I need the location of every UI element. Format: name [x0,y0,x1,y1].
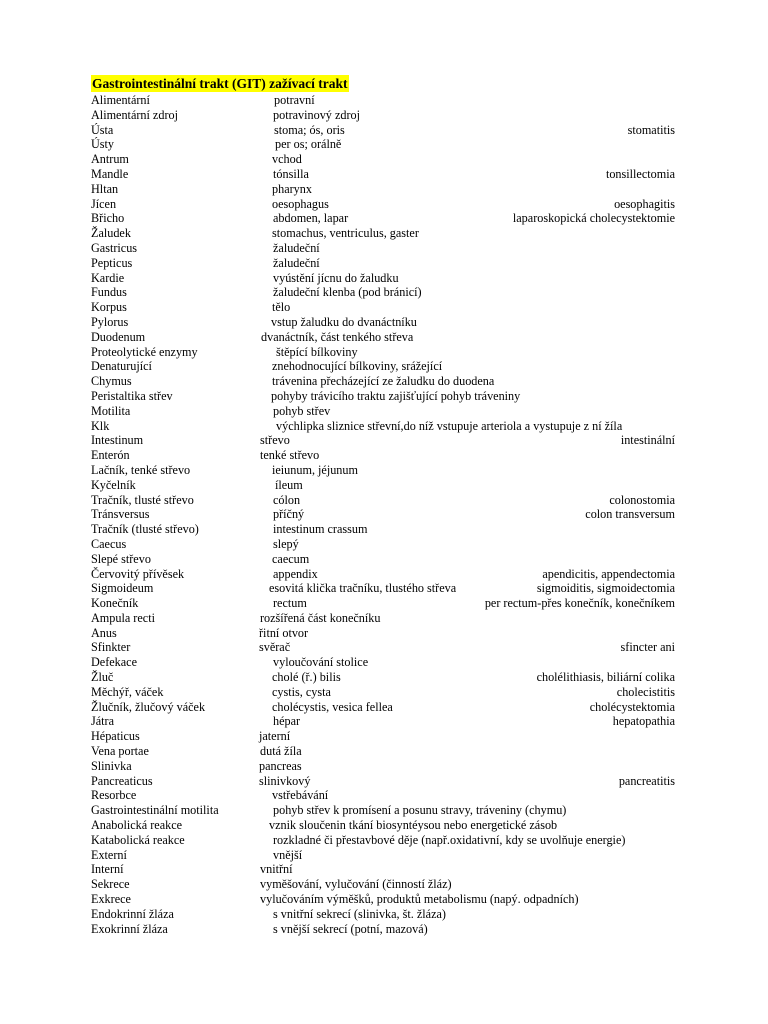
document-title: Gastrointestinální trakt (GIT) zažívací trakt [92,76,348,91]
glossary-term: Lačník, tenké střevo [91,462,191,477]
glossary-row [0,226,768,241]
glossary-row [0,848,768,863]
glossary-row [0,655,768,670]
glossary-term: Exkrece [91,892,131,907]
glossary-definition: vznik sloučenin tkání biosyntéysou nebo energetické zásob [269,818,558,833]
glossary-definition: rozkladné či přestavbové děje (např.oxidativní, kdy se uvolňuje energie) [273,832,626,847]
glossary-definition: vchod [272,152,302,167]
glossary-term: Defekace [91,655,138,670]
glossary-definition: abdomen, lapar [273,211,349,226]
glossary-definition: tónsilla [273,166,309,181]
glossary-row [0,552,768,567]
glossary-note: laparoskopická cholecystektomie [512,211,675,226]
glossary-term: Sigmoideum [91,581,154,596]
glossary-row [0,404,768,419]
glossary-row [0,833,768,848]
glossary-definition: vylučováním výměšků, produktů metabolismu (napý. odpadních) [260,892,579,907]
glossary-row [0,567,768,582]
glossary-row [0,774,768,789]
glossary-row [0,182,768,197]
glossary-term: Katabolická reakce [91,832,185,847]
glossary-definition: příčný [273,507,305,522]
glossary-definition: íleum [275,477,303,492]
glossary-row [0,137,768,152]
glossary-row [0,700,768,715]
glossary-term: Motilita [91,403,131,418]
glossary-definition: esovitá klička tračníku, tlustého střeva [269,581,457,596]
glossary-note: pancreatitis [618,773,675,788]
glossary-definition: slepý [273,536,299,551]
glossary-term: Žaludek [91,226,131,241]
glossary-note: oesophagitis [614,196,675,211]
glossary-definition: tenké střevo [260,448,320,463]
glossary-row [0,197,768,212]
glossary-term: Alimentární zdroj [91,107,178,122]
glossary-definition: stoma; ós, oris [274,122,345,137]
glossary-definition: intestinum crassum [273,522,368,537]
glossary-definition: dutá žíla [260,744,302,759]
glossary-definition: ieiunum, jéjunum [272,462,358,477]
glossary-note: apendicitis, appendectomia [542,566,675,581]
glossary-definition: vstup žaludku do dvanáctníku [271,314,417,329]
glossary-definition: vyústění jícnu do žaludku [273,270,399,285]
glossary-definition: oesophagus [272,196,329,211]
glossary-definition: vyloučování stolice [273,655,369,670]
glossary-term: Mandle [91,166,129,181]
glossary-definition: znehodnocující bílkoviny, srážející [272,359,443,374]
glossary-term: Exokrinní žláza [91,921,168,936]
glossary-row [0,596,768,611]
glossary-term: Slinivka [91,758,132,773]
glossary-row [0,744,768,759]
glossary-term: Jícen [91,196,117,211]
glossary-definition: per os; orálně [275,137,342,152]
glossary-row [0,788,768,803]
glossary-row [0,759,768,774]
glossary-term: Proteolytické enzymy [91,344,198,359]
glossary-term: Ampula recti [91,610,155,625]
glossary-definition: výchlipka sliznice střevní,do níž vstupuje arteriola a vystupuje z ní žíla [276,418,623,433]
glossary-term: Anus [91,625,117,640]
glossary-definition: cystis, cysta [272,684,331,699]
glossary-row [0,892,768,907]
glossary-definition: žaludeční klenba (pod bránicí) [273,285,422,300]
glossary-definition: appendix [273,566,318,581]
glossary-term: Červovitý přívěsek [91,566,185,581]
glossary-note: cholécystektomia [589,699,675,714]
glossary-term: Žluč [91,670,114,685]
glossary-definition: pohyby trávicího traktu zajišťující pohyb tráveniny [271,388,521,403]
glossary-row [0,152,768,167]
glossary-row [0,463,768,478]
glossary-row [0,478,768,493]
glossary-row [0,315,768,330]
glossary-row [0,507,768,522]
glossary-term: Endokrinní žláza [91,906,174,921]
glossary-definition: jaterní [259,729,291,744]
glossary-definition: stomachus, ventriculus, gaster [272,226,419,241]
glossary-row [0,93,768,108]
glossary-row [0,271,768,286]
glossary-note: sigmoiditis, sigmoidectomia [536,581,675,596]
glossary-term: Fundus [91,285,127,300]
glossary-term: Alimentární [91,93,150,107]
glossary-definition: pohyb střev k promísení a posunu stravy, tráveniny (chymu) [273,803,567,818]
glossary-note: per rectum-přes konečník, konečníkem [484,596,675,611]
glossary-list [0,93,768,936]
glossary-term: Kardie [91,270,125,285]
glossary-row [0,123,768,138]
glossary-term: Kyčelník [91,477,136,492]
glossary-definition: štěpící bílkoviny [276,344,358,359]
glossary-row [0,389,768,404]
glossary-definition: pancreas [259,758,302,773]
glossary-term: Externí [91,847,127,862]
glossary-term: Peristaltika střev [91,388,173,403]
glossary-term: Gastrointestinální motilita [91,803,219,818]
glossary-term: Játra [91,714,115,729]
glossary-definition: střevo [260,433,290,448]
glossary-term: Pylorus [91,314,129,329]
glossary-definition: vnější [273,847,303,862]
glossary-term: Gastricus [91,240,138,255]
glossary-note: cholélithiasis, biliární colika [536,670,675,685]
glossary-row [0,256,768,271]
glossary-term: Klk [91,418,110,433]
glossary-row [0,167,768,182]
glossary-definition: svěrač [259,640,291,655]
glossary-row [0,300,768,315]
glossary-definition: žaludeční [273,240,320,255]
glossary-term: Antrum [91,152,129,167]
glossary-row [0,877,768,892]
glossary-row [0,211,768,226]
glossary-definition: dvanáctník, část tenkého střeva [261,329,414,344]
glossary-row [0,419,768,434]
glossary-definition: caecum [272,551,310,566]
glossary-row [0,330,768,345]
glossary-definition: řitní otvor [259,625,309,640]
glossary-note: hepatopathia [612,714,675,729]
glossary-term: Hépaticus [91,729,140,744]
glossary-definition: s vnitřní sekrecí (slinivka, št. žláza) [273,906,446,921]
glossary-term: Ústa [91,122,114,137]
glossary-row [0,818,768,833]
glossary-note: sfincter ani [620,640,675,655]
glossary-term: Anabolická reakce [91,818,183,833]
glossary-definition: pharynx [272,181,312,196]
glossary-note: stomatitis [627,122,675,137]
glossary-row [0,640,768,655]
glossary-term: Duodenum [91,329,146,344]
glossary-term: Resorbce [91,788,137,803]
glossary-term: Slepé střevo [91,551,151,566]
glossary-term: Denaturující [91,359,152,374]
glossary-note: tonsillectomia [605,166,675,181]
glossary-term: Tračník (tlusté střevo) [91,522,199,537]
glossary-row [0,907,768,922]
glossary-definition: rectum [273,596,307,611]
glossary-row [0,537,768,552]
glossary-note: colonostomia [609,492,675,507]
glossary-row [0,611,768,626]
glossary-note: colon transversum [585,507,675,522]
glossary-note: cholecistitis [616,684,675,699]
glossary-term: Caecus [91,536,127,551]
glossary-row [0,433,768,448]
glossary-row [0,448,768,463]
glossary-term: Enterón [91,448,130,463]
glossary-term: Sfinkter [91,640,131,655]
glossary-definition: hépar [273,714,301,729]
glossary-definition: pohyb střev [273,403,331,418]
glossary-row [0,522,768,537]
glossary-row [0,803,768,818]
glossary-term: Interní [91,862,124,877]
glossary-row [0,359,768,374]
glossary-row [0,670,768,685]
glossary-row [0,108,768,123]
glossary-term: Korpus [91,300,127,315]
glossary-definition: s vnější sekrecí (potní, mazová) [273,921,428,936]
glossary-row [0,581,768,596]
glossary-row [0,285,768,300]
glossary-term: Břicho [91,211,125,226]
glossary-definition: žaludeční [273,255,320,270]
glossary-row [0,729,768,744]
glossary-term: Sekrece [91,877,130,892]
glossary-row [0,922,768,937]
glossary-definition: cólon [273,492,301,507]
glossary-definition: rozšířená část konečníku [260,610,381,625]
glossary-definition: cholé (ř.) bilis [272,670,341,685]
glossary-term: Měchýř, váček [91,684,164,699]
glossary-term: Ústy [91,137,115,152]
glossary-term: Tránsversus [91,507,150,522]
glossary-term: Pancreaticus [91,773,153,788]
glossary-term: Hltan [91,181,119,196]
glossary-term: Konečník [91,596,139,611]
glossary-definition: vyměšování, vylučování (činností žláz) [260,877,452,892]
glossary-row [0,493,768,508]
glossary-row [0,626,768,641]
glossary-term: Intestinum [91,433,144,448]
glossary-definition: potravní [274,93,315,107]
glossary-note: intestinální [620,433,675,448]
glossary-row [0,374,768,389]
glossary-definition: slinivkový [259,773,311,788]
glossary-definition: vstřebávání [272,788,329,803]
glossary-row [0,345,768,360]
glossary-definition: tělo [272,300,291,315]
glossary-term: Chymus [91,374,132,389]
glossary-definition: trávenina přecházející ze žaludku do duodena [272,374,495,389]
glossary-row [0,714,768,729]
glossary-term: Pepticus [91,255,133,270]
glossary-term: Vena portae [91,744,149,759]
glossary-definition: vnitřní [260,862,293,877]
glossary-term: Tračník, tlusté střevo [91,492,194,507]
glossary-term: Žlučník, žlučový váček [91,699,206,714]
glossary-row [0,685,768,700]
glossary-definition: potravinový zdroj [273,107,360,122]
glossary-row [0,862,768,877]
glossary-definition: cholécystis, vesica fellea [272,699,393,714]
glossary-row [0,241,768,256]
